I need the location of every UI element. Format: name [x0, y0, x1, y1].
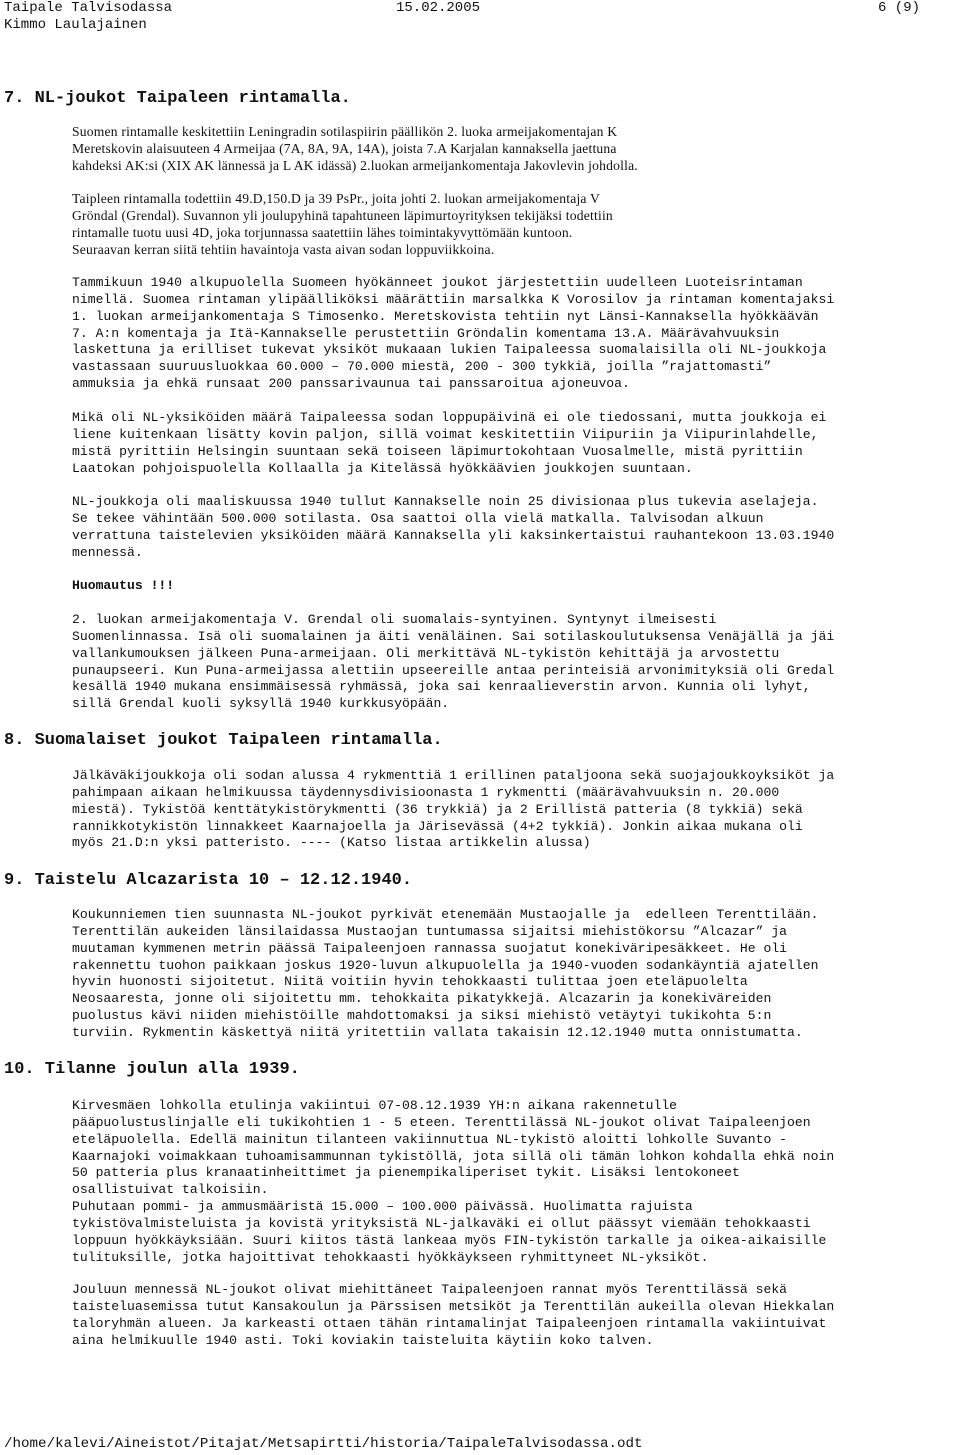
s7-paragraph-5: NL-joukkoja oli maaliskuussa 1940 tullut Kannakselle noin 25 divisionaa plus tukevia aselajeja. Se tekee vähintään 500.000 sotilasta. Osa saattoi olla vielä matkalla. Talvisodan alkuun verrattuna taistelevien yksiköiden määrä Kannaksella yli kaksinkertaistui rauhantekoon 13.03.1940 mennessä. [72, 494, 835, 560]
s10-paragraph-2: Jouluun mennessä NL-joukot olivat miehittäneet Taipaleenjoen rannat myös Terenttilässä sekä taisteluasemissa tutut Kansakoulun ja Pärssisen metsiköt ja Terenttilän aukeilla olevan Hiekkalan taloryhmän alueen. Ja karkeasti ottaen tähän rintamalinjat Taipaleenjoen rintamalla vakiintuivat aina helmikuulle 1940 asti. Toki koviakin taisteluita käytiin koko talven. [72, 1282, 835, 1348]
section-8-heading: 8. Suomalaiset joukot Taipaleen rintamalla. [4, 731, 443, 750]
note-label: Huomautus !!! [72, 578, 175, 593]
s7-note-paragraph: 2. luokan armeijakomentaja V. Grendal oli suomalais-syntyinen. Syntynyt ilmeisesti Suomenlinnassa. Isä oli suomalainen ja äiti venäläinen. Sai sotilaskoulutuksensa Venäjällä ja jäi vallankumouksen jälkeen Puna-armeijaan. Oli merkittävä NL-tykistön kehittäjä ja arvostettu punaupseeri. Kun Puna-armeijassa alettiin upseereille antaa perinteisiä arvonimityksiä oli Gredal kesällä 1940 mukana ensimmäisessä ryhmässä, joka sai kenraalieverstin arvon. Kunnia oli lyhyt, sillä Grendal kuoli syksyllä 1940 kurkkusyöpään. [72, 612, 835, 712]
s7-paragraph-4: Mikä oli NL-yksiköiden määrä Taipaleessa sodan loppupäivinä ei ole tiedossani, mutta joukkoja ei liene kuitenkaan lisätty kovin paljon, sillä voimat keskitettiin Viipuriin ja Viipurinlahdelle, mistä pyrittiin Helsingin suuntaan sekä toiseen läpimurtokohtaan Vuosalmelle, mistä pyrittiin Laatokan pohjoispuolella Kollaalla ja Kitelässä hyökkäävien joukkojen suuntaan. [72, 410, 827, 476]
file-path-footer: /home/kalevi/Aineistot/Pitajat/Metsapirtti/historia/TaipaleTalvisodassa.odt [4, 1436, 643, 1452]
document-date: 15.02.2005 [396, 0, 481, 16]
s7-paragraph-1: Suomen rintamalle keskitettiin Leningradin sotilaspiirin päällikön 2. luoka armeijakomentajan K Meretskovin alaisuuteen 4 Armeijaa (7A, 8A, 9A, 14A), joista 7.A Karjalan kannaksella jaettuna kahdeksi AK:si (XIX AK lännessä ja L AK idässä) 2.luokan armeijankomentaja Jakovlevin johdolla. [72, 124, 638, 173]
page-header [4, 0, 921, 85]
page-number: 6 (9) [878, 0, 921, 16]
document-title: Taipale Talvisodassa [4, 0, 173, 16]
section-7-heading: 7. NL-joukot Taipaleen rintamalla. [4, 89, 351, 108]
s7-paragraph-2: Taipleen rintamalla todettiin 49.D,150.D ja 39 PsPr., joita johti 2. luokan armeijakomentaja V Gröndal (Grendal). Suvannon yli joulupyhinä tapahtuneen läpimurtoyrityksen tekijäksi todettiin rintamalle tuotu uusi 4D, joka torjunnassa saatettiin lähes toimintakyvyttömään kuntoon. Seuraavan kerran siitä tehtiin havaintoja vasta aivan sodan loppuviikkoina. [72, 191, 613, 257]
s9-paragraph-1: Koukunniemen tien suunnasta NL-joukot pyrkivät etenemään Mustaojalle ja edelleen Terenttilään. Terenttilän aukeiden länsilaidassa Mustaojan tuntumassa sijaitsi miehistökorsu ”Alcazar” ja muutaman kymmenen metrin päässä Taipaleenjoen rannassa suojatut konekiväripesäkkeet. He oli rakennettu tuohon paikkaan joskus 1920-luvun alkupuolella ja 1940-vuoden sodankäyntiä ajatellen hyvin huonosti sijoitetut. Niitä voitiin hyvin tehokkaasti tulittaa joen eteläpuolelta Neosaaresta, jonne oli sijoitettu mm. tehokkaita pikatykkejä. Alcazarin ja konekiväreiden puolustus kävi niiden miehistöille mahdottomaksi ja siksi miehistö vetäytyi tukikohta 5:n turviin. Rykmentin käskettyä niitä yritettiin vallata takaisin 12.12.1940 mutta onnistumatta. [72, 907, 819, 1040]
section-10-heading: 10. Tilanne joulun alla 1939. [4, 1060, 300, 1079]
document-author: Kimmo Laulajainen [4, 17, 147, 33]
section-9-heading: 9. Taistelu Alcazarista 10 – 12.12.1940. [4, 871, 413, 890]
s10-paragraph-1: Kirvesmäen lohkolla etulinja vakiintui 07-08.12.1939 YH:n aikana rakennetulle pääpuolustuslinjalle eli tukikohtien 1 - 5 eteen. Terenttilässä NL-joukot olivat Taipaleenjoen eteläpuolella. Edellä mainitun tilanteen vakiinnuttua NL-tykistö aloitti lohkolle Suvanto - Kaarnajoki voimakkaan tuhoamisammunnan tykistöllä, jota sillä oli tämän lohkon kohdalla ehkä noin 50 patteria plus kranaatinheittimet ja pienempikaliperiset tykit. Lisäksi lentokoneet osallistuivat talkoisiin. Puhutaan pommi- ja ammusmääristä 15.000 – 100.000 päivässä. Huolimatta rajuista tykistövalmisteluista ja kovistä yrityksistä NL-jalkaväki ei ollut päässyt viemään tehokkaasti loppuun hyökkäyksiään. Suuri kiitos tästä lankeaa myös FIN-tykistön tarkalle ja oikea-aikaisille tulituksille, jotka hajoittivat tehokkaasti hyökkäykseen ryhmittyneet NL-yksiköt. [72, 1098, 835, 1265]
s7-paragraph-3: Tammikuun 1940 alkupuolella Suomeen hyökänneet joukot järjestettiin uudelleen Luoteisrintaman nimellä. Suomea rintaman ylipäälliköksi määrättiin marsalkka K Vorosilov ja rintaman komentajaksi 1. luokan armeijankomentaja S Timosenko. Meretskovista tehtiin nyt Länsi-Kannaksella hyökkäävän 7. A:n komentaja ja Itä-Kannakselle perustettiin Gröndalin komentama 13.A. Määrävahvuuksin laskettuna ja erilliset tukevat yksiköt mukaaan lukien Taipaleessa suomalaisilla oli NL-joukkoja vastassaan suuruusluokkaa 60.000 – 70.000 miestä, 200 - 300 tykkiä, joilla ”rajattomasti” ammuksia ja ehkä runsaat 200 panssarivaunua tai panssaroitua ajoneuvoa. [72, 275, 835, 392]
s8-paragraph-1: Jälkäväkijoukkoja oli sodan alussa 4 rykmenttiä 1 erillinen pataljoona sekä suojajoukkoyksiköt ja pahimpaan aikaan helmikuussa täydennysdivisioonasta 1 rykmentti (määrävahvuuksin n. 20.000 miestä). Tykistöä kenttätykistörykmentti (36 trykkiä) ja 2 Erillistä patteria (8 tykkiä) sekä rannikkotykistön linnakkeet Kaarnajoella ja Järisevässä (4+2 tykkiä). Jonkin aikaa mukana oli myös 21.D:n yksi patteristo. ---- (Katso listaa artikkelin alussa) [72, 768, 835, 851]
